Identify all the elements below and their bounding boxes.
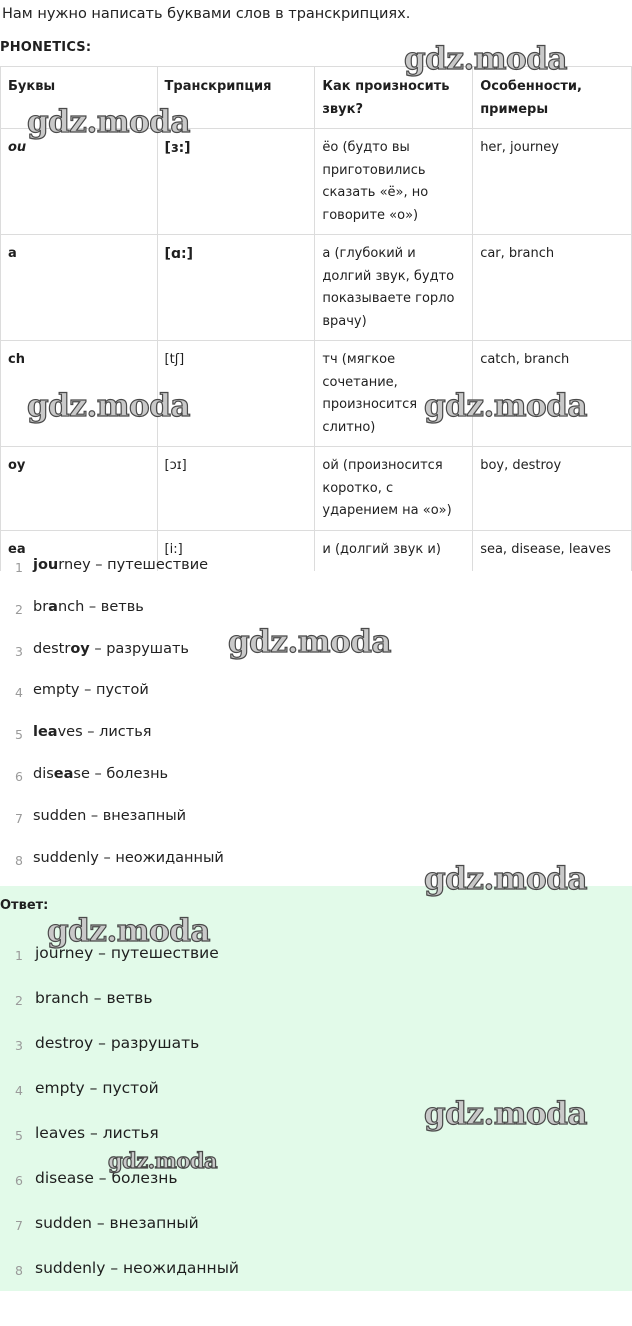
cell-transcription: [ɜ:]: [157, 129, 315, 235]
word-highlight: ea: [53, 765, 74, 782]
watermark: gdz.moda: [424, 388, 587, 424]
word-part: br: [33, 598, 49, 615]
table-row: [1, 235, 632, 341]
header-letters: Буквы: [1, 67, 158, 129]
word-part: ves – листья: [57, 724, 152, 741]
list-number: 1: [15, 948, 23, 963]
answer-text: sudden – внезапный: [35, 1214, 199, 1232]
cell-letters: oy: [1, 447, 158, 531]
list-item: [0, 808, 632, 850]
watermark: gdz.moda: [228, 624, 391, 660]
word-highlight: a: [48, 598, 58, 615]
list-number: 2: [15, 993, 23, 1008]
list-number: 7: [15, 1218, 23, 1233]
cell-transcription: [ɑ:]: [157, 235, 315, 341]
answer-text: journey – путешествие: [35, 944, 219, 962]
table-row: [1, 129, 632, 235]
answer-item: [0, 1259, 632, 1304]
header-pronounce: Как произносить звук?: [315, 67, 473, 129]
cell-pronounce: ой (произносится коротко, с ударением на «о»): [315, 447, 473, 531]
word-part: rney – путешествие: [58, 557, 209, 573]
cell-pronounce: а (глубокий и долгий звук, будто показываете горло врачу): [315, 235, 473, 341]
answer-text: leaves – листья: [35, 1124, 159, 1142]
answer-text: disease – болезнь: [35, 1169, 178, 1187]
watermark: gdz.moda: [108, 1148, 218, 1173]
cell-letters: a: [1, 235, 158, 341]
cell-letters: ea: [1, 530, 158, 571]
cell-pronounce: и (долгий звук и): [315, 530, 473, 571]
word-part: dis: [33, 765, 54, 782]
word-part: – разрушать: [89, 640, 189, 657]
list-item: [0, 557, 632, 599]
word-highlight: jou: [33, 557, 59, 573]
list-item: [0, 766, 632, 808]
cell-transcription: [tʃ]: [157, 341, 315, 447]
answer-item: [0, 1034, 632, 1079]
word-part: empty – пустой: [33, 682, 149, 699]
answer-item: [0, 1214, 632, 1259]
watermark: gdz.moda: [424, 1096, 587, 1132]
watermark: gdz.moda: [27, 388, 190, 424]
cell-examples: car, branch: [473, 235, 632, 341]
list-number: 1: [15, 560, 23, 575]
word-part: suddenly – неожиданный: [33, 849, 224, 866]
cell-letters: ou: [1, 129, 158, 235]
list-number: 8: [15, 1263, 23, 1278]
intro-text: Нам нужно написать буквами слов в транскрипциях.: [2, 6, 411, 22]
word-highlight: lea: [33, 724, 58, 741]
answer-text: branch – ветвь: [35, 989, 153, 1007]
list-number: 3: [15, 643, 23, 659]
word-part: nch – ветвь: [57, 598, 144, 615]
answer-item: [0, 1169, 632, 1214]
list-number: 8: [15, 852, 23, 868]
header-examples: Особенности, примеры: [473, 67, 632, 129]
phonetics-table: [0, 66, 632, 571]
answer-item: [0, 944, 632, 989]
cell-pronounce: тч (мягкое сочетание, произносится слитно): [315, 341, 473, 447]
list-number: 5: [15, 727, 23, 743]
answer-text: destroy – разрушать: [35, 1034, 200, 1052]
list-number: 4: [15, 685, 23, 701]
word-part: sudden – внезапный: [33, 807, 187, 824]
list-number: 5: [15, 1128, 23, 1143]
list-number: 2: [15, 601, 23, 617]
answer-text: empty – пустой: [35, 1079, 159, 1097]
answer-label: Ответ:: [0, 898, 49, 913]
list-number: 4: [15, 1083, 23, 1098]
cell-pronounce: ё‌о (будто вы приготовились сказать «ё», но говорите «о»): [315, 129, 473, 235]
cell-examples: boy, destroy: [473, 447, 632, 531]
cell-examples: her, journey: [473, 129, 632, 235]
word-part: destr: [33, 640, 71, 657]
watermark: gdz.moda: [27, 104, 190, 140]
word-highlight: oy: [70, 640, 90, 657]
header-transcription: Транскрипция: [157, 67, 315, 129]
watermark: gdz.moda: [47, 913, 210, 949]
list-item: [0, 682, 632, 724]
cell-examples: catch, branch: [473, 341, 632, 447]
cell-letters: ch: [1, 341, 158, 447]
list-number: 6: [15, 768, 23, 784]
table-row: [1, 447, 632, 531]
section-label: PHONETICS:: [0, 40, 92, 55]
list-number: 6: [15, 1173, 23, 1188]
cell-transcription: [i:]: [157, 530, 315, 571]
list-number: 7: [15, 810, 23, 826]
cell-examples: sea, disease, leaves: [473, 530, 632, 571]
list-item: [0, 724, 632, 766]
watermark: gdz.moda: [404, 41, 567, 77]
answer-text: suddenly – неожиданный: [35, 1259, 240, 1277]
watermark: gdz.moda: [424, 861, 587, 897]
list-number: 3: [15, 1038, 23, 1053]
word-part: se – болезнь: [73, 765, 169, 782]
word-list: [0, 557, 632, 891]
cell-transcription: [ɔɪ]: [157, 447, 315, 531]
answer-item: [0, 989, 632, 1034]
